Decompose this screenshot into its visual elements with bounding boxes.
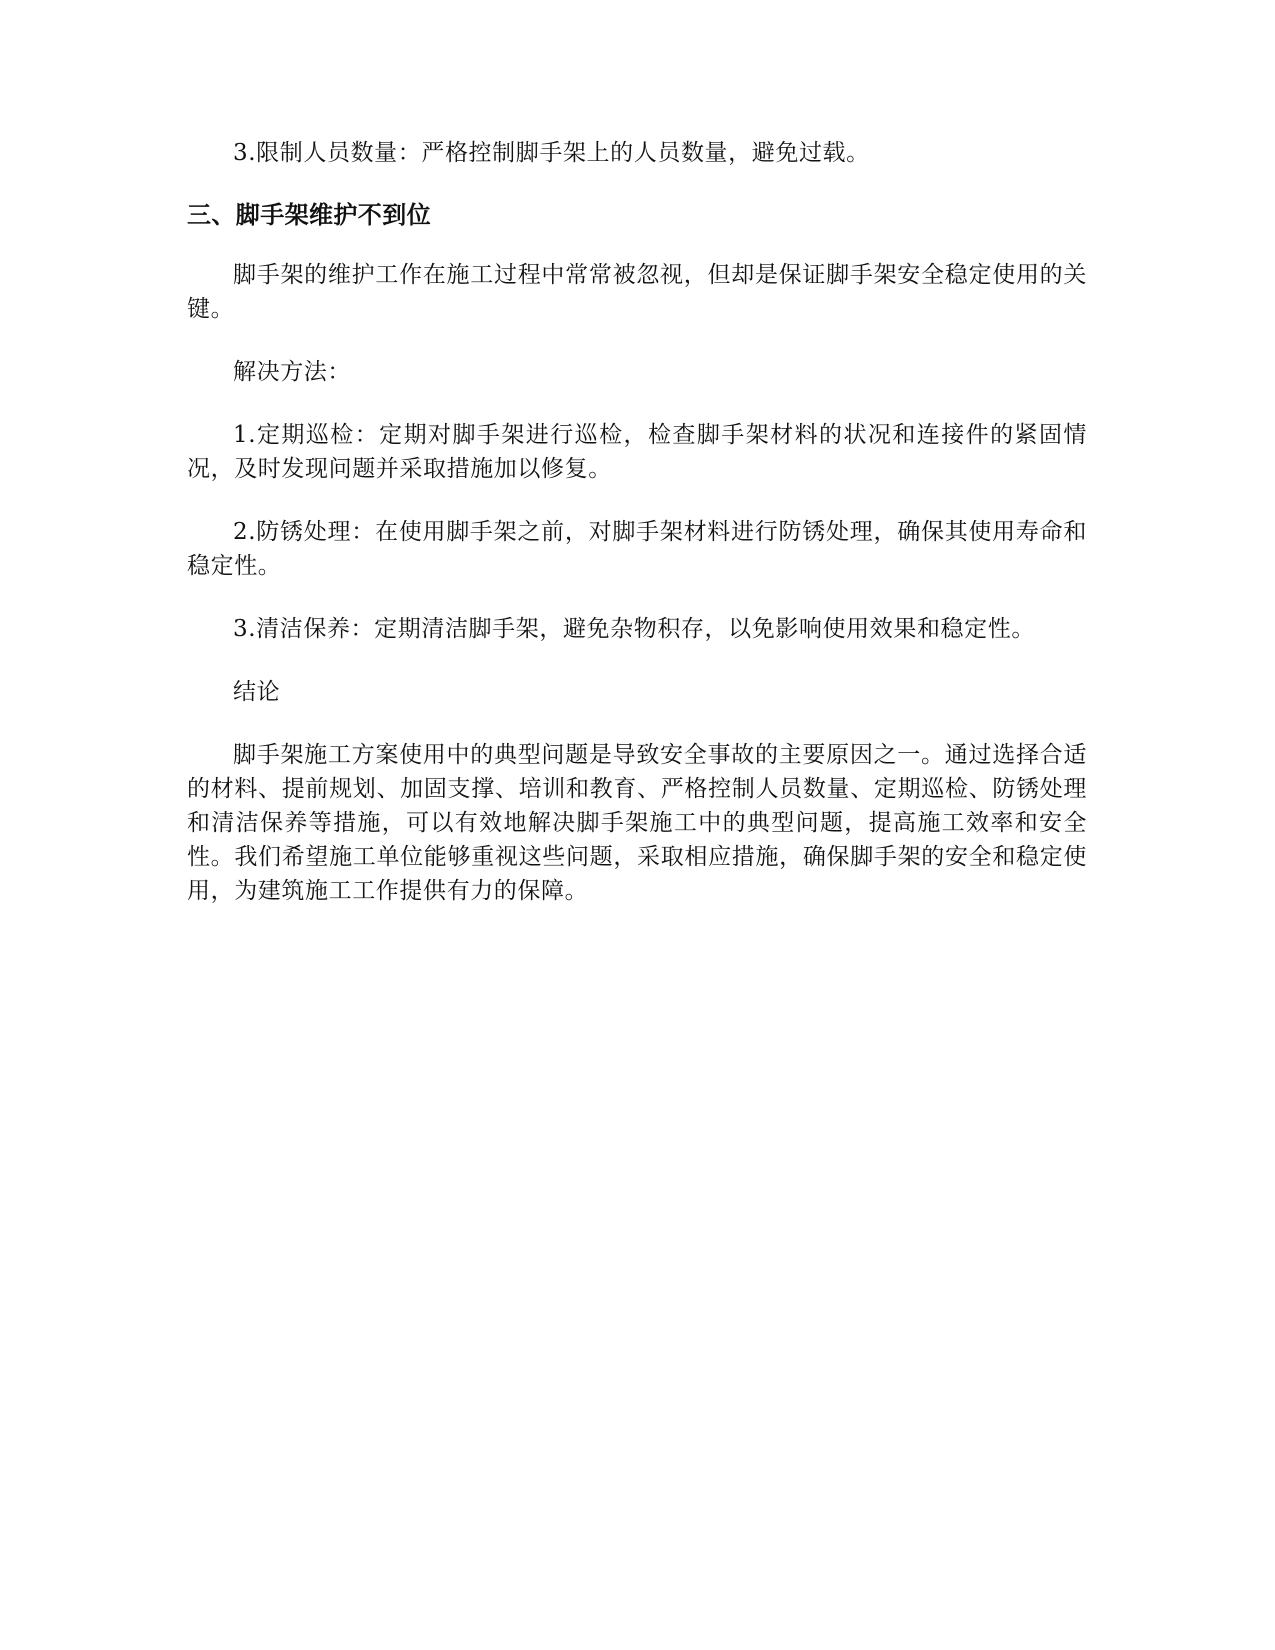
list-item-limit-personnel: 3.限制人员数量：严格控制脚手架上的人员数量，避免过载。 [233, 140, 870, 166]
solution-item-cleaning: 3.清洁保养：定期清洁脚手架，避免杂物积存，以免影响使用效果和稳定性。 [233, 616, 1035, 642]
conclusion-label: 结论 [233, 679, 281, 705]
document-page [187, 136, 1087, 908]
solutions-label: 解决方法： [233, 359, 351, 385]
section-intro-paragraph: 脚手架的维护工作在施工过程中常常被忽视，但却是保证脚手架安全稳定使用的关键。 [187, 262, 1087, 322]
solution-item-inspection: 1.定期巡检：定期对脚手架进行巡检，检查脚手架材料的状况和连接件的紧固情况，及时发现问题并采取措施加以修复。 [187, 422, 1087, 482]
conclusion-paragraph: 脚手架施工方案使用中的典型问题是导致安全事故的主要原因之一。通过选择合适的材料、提前规划、加固支撑、培训和教育、严格控制人员数量、定期巡检、防锈处理和清洁保养等措施，可以有效地解决脚手架施工中的典型问题，提高施工效率和安全性。我们希望施工单位能够重视这些问题，采取相应措施，确保脚手架的安全和稳定使用，为建筑施工工作提供有力的保障。 [187, 742, 1087, 904]
solution-item-rust-proofing: 2.防锈处理：在使用脚手架之前，对脚手架材料进行防锈处理，确保其使用寿命和稳定性。 [187, 519, 1087, 579]
section-heading: 三、脚手架维护不到位 [187, 201, 431, 229]
